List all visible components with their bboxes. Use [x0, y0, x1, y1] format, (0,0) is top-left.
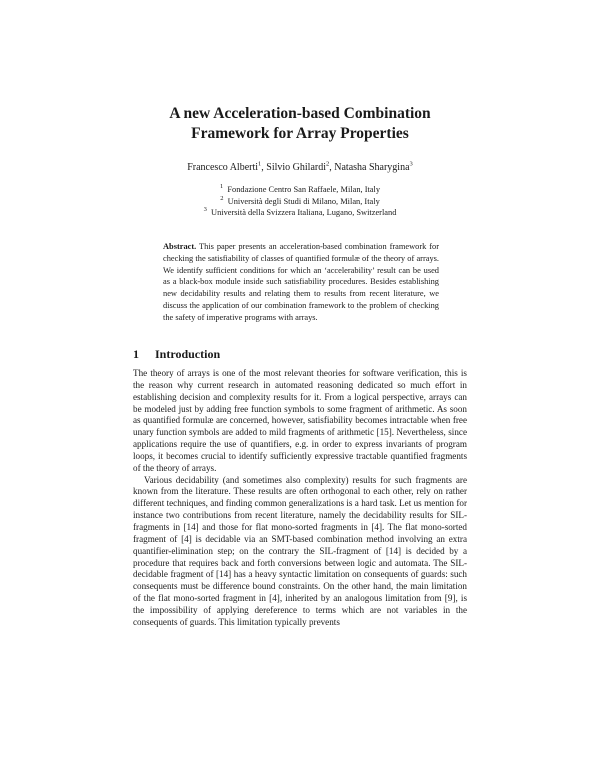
- affiliation-text: Università degli Studi di Milano, Milan, Italy: [227, 196, 380, 206]
- affiliation-text: Università della Svizzera Italiana, Lugano, Switzerland: [211, 208, 397, 217]
- section-body: [133, 368, 467, 629]
- title-line-2: Framework for Array Properties: [191, 125, 409, 142]
- affiliation-item: [100, 184, 500, 196]
- abstract-label: Abstract.: [163, 242, 197, 251]
- paper-title: [100, 104, 500, 144]
- section-number: 1: [133, 347, 139, 361]
- affiliation-mark: 1: [219, 183, 224, 191]
- affiliation-item: [100, 196, 500, 208]
- author-separator: ,: [329, 162, 335, 173]
- section-heading: [133, 346, 220, 362]
- affiliation-item: [100, 207, 500, 219]
- paragraph: Various decidability (and sometimes also complexity) results for such fragments are known from the literature. These results are often orthogonal to each other, rely on rather different techniques, and finding common generalizations is a hard task. Let us mention for instance two contributions from recent literature, namely the decidability results for SIL-fragments in [14] and those for flat mono-sorted fragments in [4]. The flat mono-sorted fragment of [4] is decidable via an SMT-based combination method involving an extra quantifier-elimination step; on the contrary the SIL-fragment of [14] is decided by a procedure that requires back and forth conversions between logic and automata. The SIL-decidable fragment of [14] has a heavy syntactic limitation on consequents of guards: such consequents must be difference bound constraints. On the other hand, the main limitation of the flat mono-sorted fragment in [4], inherited by an analogous limitation from [9], is the impossibility of applying dereference to terms which are not variables in the consequents of guards. This limitation typically prevents: [133, 474, 467, 627]
- affiliation-list: [100, 184, 500, 219]
- author-name: Silvio Ghilardi: [266, 162, 327, 173]
- abstract: [163, 241, 439, 324]
- section-title: Introduction: [155, 347, 221, 361]
- author-separator: ,: [261, 162, 267, 173]
- author-mark: 1: [258, 160, 262, 168]
- author-mark: 2: [326, 160, 330, 168]
- title-line-1: A new Acceleration-based Combination: [169, 105, 431, 122]
- abstract-text: This paper presents an acceleration-based combination framework for checking the satisfiability of classes of quantified formulæ of the theory of arrays. We identify sufficient conditions for which an ‘accelerability’ result can be used as a black-box module inside such satisfiability procedures. Besides establishing new decidability results and relating them to results from recent literature, we discuss the application of our combination framework to the problem of checking the safety of imperative programs with arrays.: [163, 242, 439, 322]
- author-name: Francesco Alberti: [187, 162, 259, 173]
- affiliation-text: Fondazione Centro San Raffaele, Milan, Italy: [227, 185, 381, 194]
- author-name: Natasha Sharygina: [334, 162, 410, 173]
- affiliation-mark: 3: [203, 206, 207, 214]
- affiliation-mark: 2: [220, 194, 224, 202]
- paragraph: The theory of arrays is one of the most relevant theories for software verification, this is the reason why current research in automated reasoning dedicated so much effort in establishing decision and complexity results for it. From a logical perspective, arrays can be modeled just by adding free function symbols to some fragment of arithmetic. As soon as quantified formulæ are concerned, however, satisfiability becomes intractable when free unary function symbols are added to mild fragments of arithmetic [15]. Nevertheless, since applications require the use of quantifiers, e.g. in order to express invariants of program loops, it becomes crucial to identify sufficiently expressive tractable quantified fragments of the theory of arrays.: [133, 368, 467, 473]
- author-mark: 3: [409, 160, 413, 168]
- author-list: [100, 161, 500, 175]
